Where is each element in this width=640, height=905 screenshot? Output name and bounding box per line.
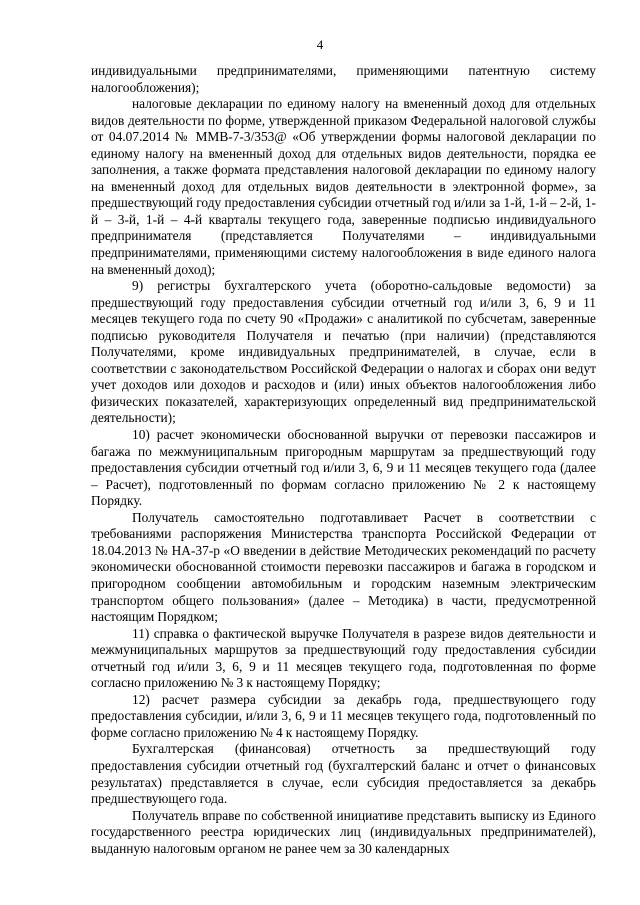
paragraph-continuation: индивидуальными предпринимателями, применяющими патентную систему налогообложения); [91,63,596,95]
paragraph-item-10: 10) расчет экономически обоснованной выручки от перевозки пассажиров и багажа по межмуниципальным пригородным маршрутам за предшествующий году предоставления субсидии отчетный год и/или 3, 6, 9 и 11 месяцев текущего года (далее – Расчет), подготовленный по формам согласно приложению № 2 к настоящему Порядку. [91,427,596,509]
page-number: 4 [316,37,324,52]
paragraph-egrul-extract: Получатель вправе по собственной инициативе представить выписку из Единого государственного реестра юридических лиц (индивидуальных предпринимателей), выданную налоговым органом не ранее чем за 30 календарных [91,807,596,856]
paragraph-item-9: 9) регистры бухгалтерского учета (оборотно-сальдовые ведомости) за предшествующий году предоставления субсидии отчетный год и/или 3, 6, 9 и 11 месяцев текущего года по счету 90 «Продажи» с аналитикой по субсчетам, заверенные подписью руководителя Получателя и печатью (при наличии) (представляются Получателями, кроме индивидуальных предпринимателей, в случае, если в соответствии с законодательством Российской Федерации о налогах и сборах они ведут учет доходов или доходов и расходов и (или) иных объектов налогообложения либо физических показателей, характеризующих определенный вид предпринимательской деятельности); [91,278,596,426]
document-body [91,63,596,857]
paragraph-financial-reporting: Бухгалтерская (финансовая) отчетность за предшествующий году предоставления субсидии отчетный год (бухгалтерский баланс и отчет о финансовых результатах) представляется в случае, если субсидия предоставляется за декабрь предшествующего года. [91,741,596,807]
paragraph-tax-declarations: налоговые декларации по единому налогу на вмененный доход для отдельных видов деятельности по форме, утвержденной приказом Федеральной налоговой службы от 04.07.2014 № ММВ-7-3/353@ «Об утверждении формы налоговой декларации по единому налогу на вмененный доход для отдельных видов деятельности, порядка ее заполнения, а также формата представления налоговой декларации по единому налогу на вмененный доход для отдельных видов деятельности в электронной форме», за предшествующий году предоставления субсидии отчетный год и/или за 1-й, 1-й – 2-й, 1-й – 3-й, 1-й – 4-й кварталы текущего года, заверенные подписью индивидуального предпринимателя (представляется Получателями – индивидуальными предпринимателями, применяющими систему налогообложения в виде единого налога на вмененный доход); [91,96,596,277]
paragraph-calculation: Получатель самостоятельно подготавливает Расчет в соответствии с требованиями распоряжения Министерства транспорта Российской Федерации от 18.04.2013 № НА-37-р «О введении в действие Методических рекомендаций по расчету экономически обоснованной стоимости перевозки пассажиров и багажа в городском и пригородном сообщении автомобильным и городским наземным электрическим транспортом общего пользования» (далее – Методика) в части, предусмотренной настоящим Порядком; [91,509,596,625]
paragraph-item-12: 12) расчет размера субсидии за декабрь года, предшествующего году предоставления субсидии, и/или 3, 6, 9 и 11 месяцев текущего года, подготовленный по форме согласно приложению № 4 к настоящему Порядку. [91,691,596,740]
paragraph-item-11: 11) справка о фактической выручке Получателя в разрезе видов деятельности и межмуниципальных маршрутов за предшествующий году предоставления субсидии отчетный год и/или 3, 6, 9 и 11 месяцев текущего года, подготовленная по форме согласно приложению № 3 к настоящему Порядку; [91,625,596,691]
